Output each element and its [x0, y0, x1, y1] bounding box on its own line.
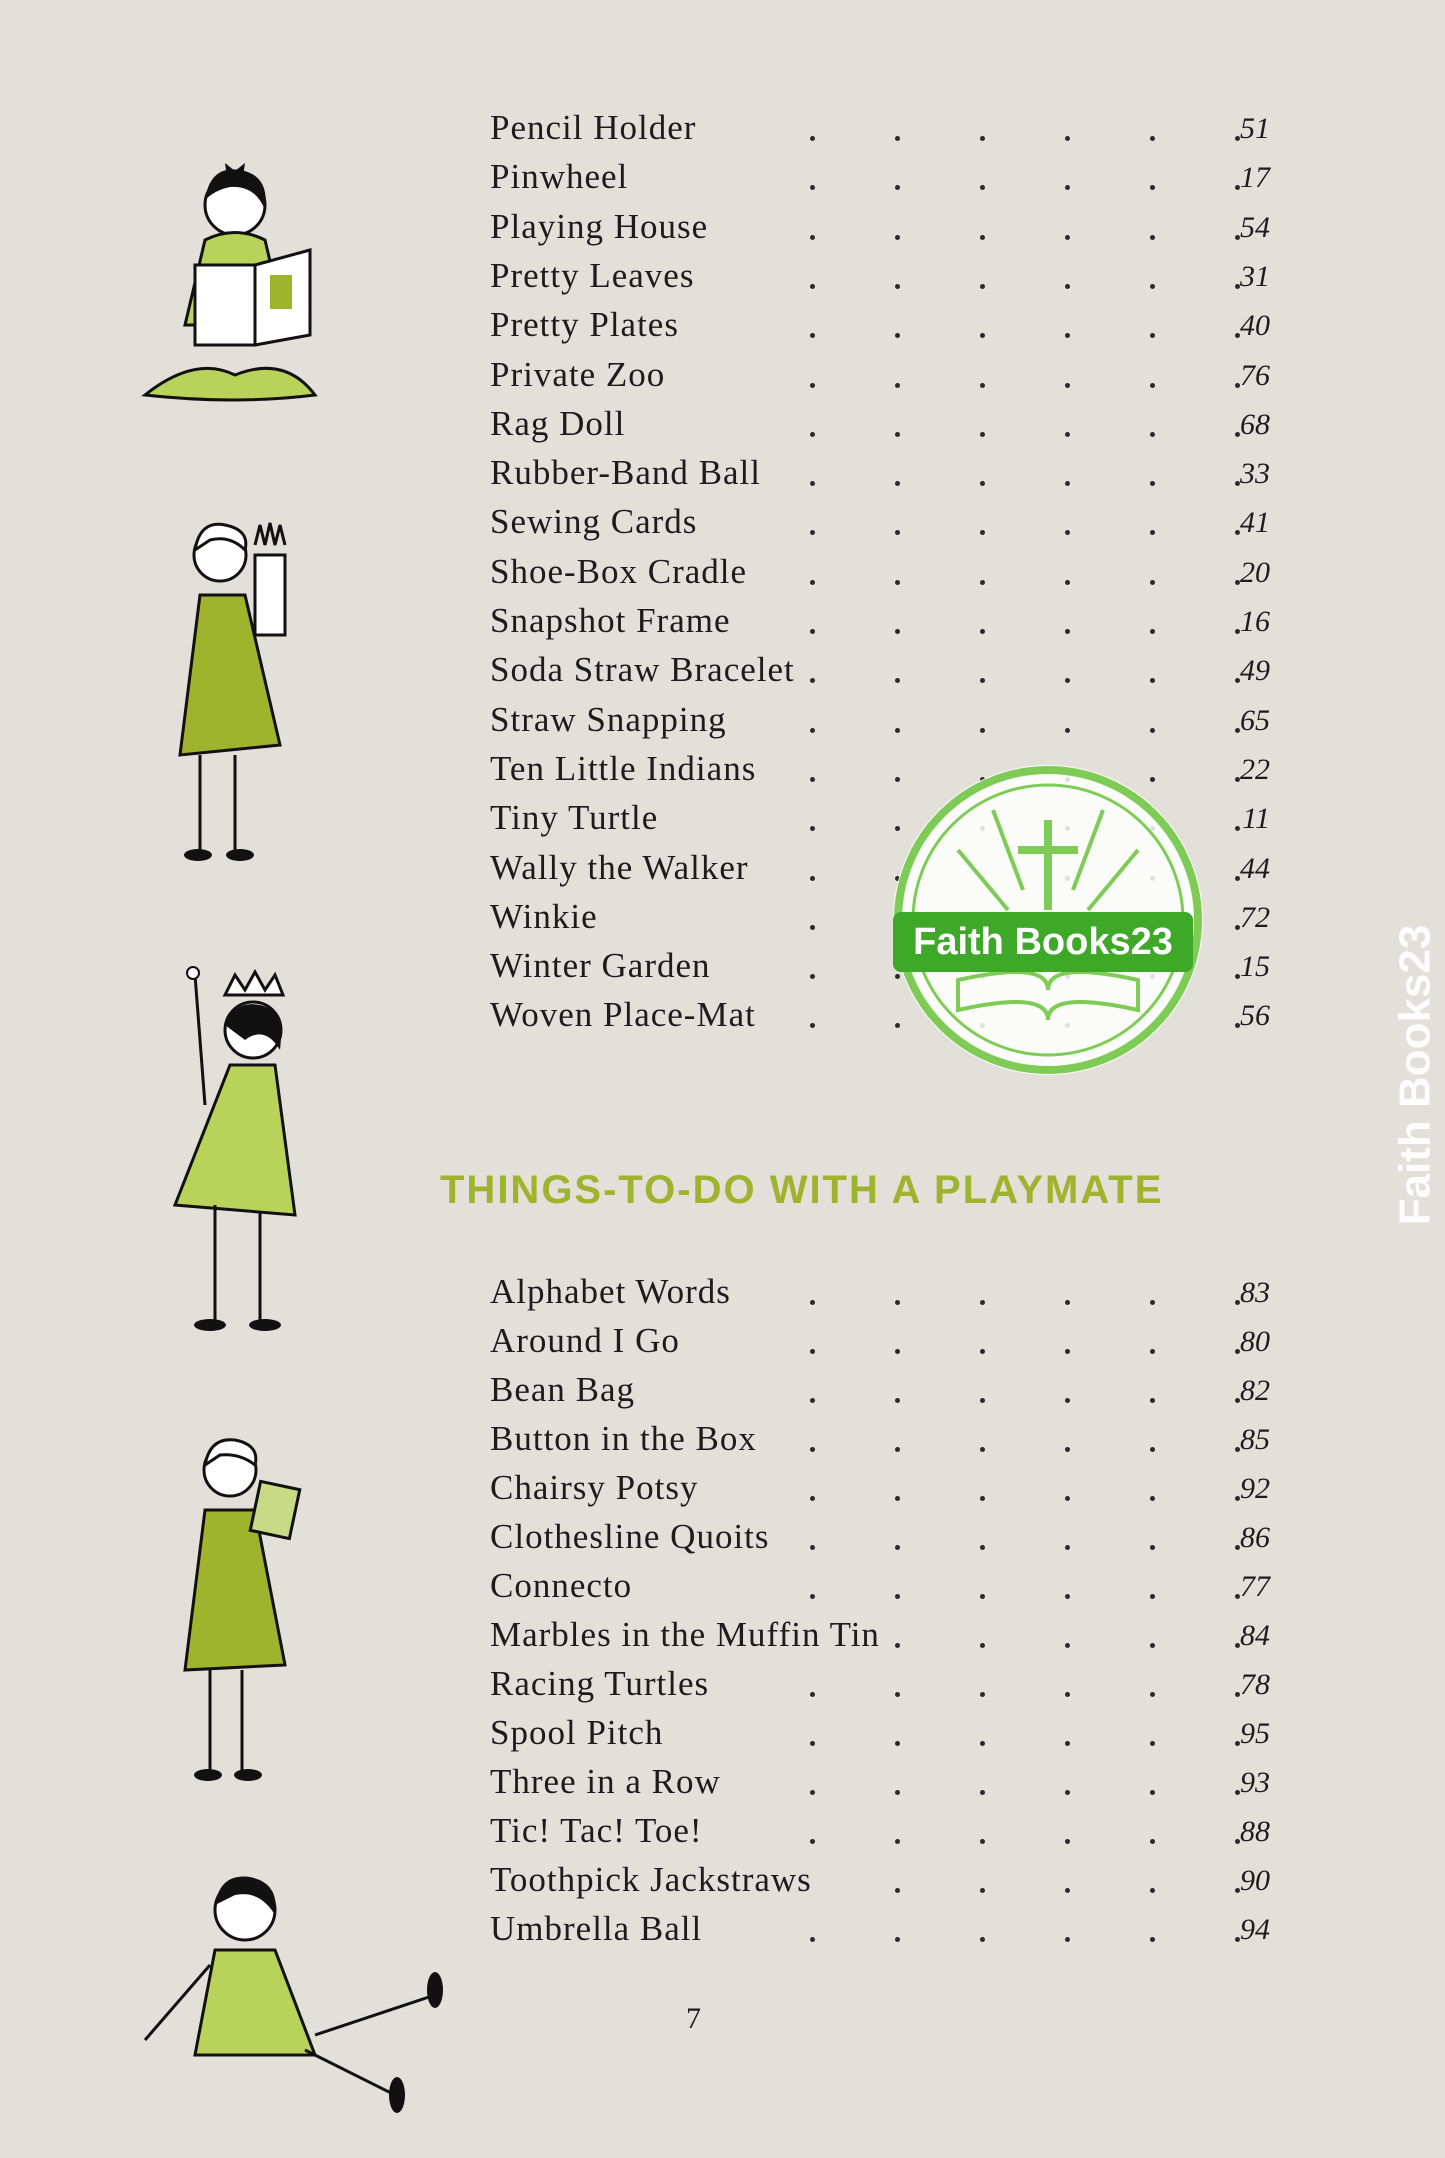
- toc-entry: [490, 453, 1270, 501]
- leader-dot: [895, 1496, 900, 1501]
- toc-entry-page: 88: [1240, 1815, 1270, 1848]
- leader-dot: [895, 235, 900, 240]
- toc-leader-dots: [490, 1811, 1190, 1851]
- toc-entry-page: 33: [1240, 457, 1270, 491]
- leader-dot: [895, 1300, 900, 1305]
- toc-leader-dots: [490, 404, 1190, 444]
- leader-dot: [980, 1692, 985, 1697]
- leader-dot: [810, 629, 815, 634]
- toc-entry: [490, 1615, 1270, 1663]
- leader-dot: [1065, 1496, 1070, 1501]
- toc-entry-page: 82: [1240, 1374, 1270, 1407]
- leader-dot: [980, 1300, 985, 1305]
- leader-dot: [1150, 728, 1155, 733]
- toc-entry: [490, 1566, 1270, 1614]
- toc-entry-page: 40: [1240, 309, 1270, 343]
- leader-dot: [1065, 1888, 1070, 1893]
- toc-leader-dots: [490, 1566, 1190, 1606]
- toc-entry-title: Straw Snapping: [490, 699, 727, 739]
- toc-entry: [490, 1321, 1270, 1369]
- toc-entry-title: Playing House: [490, 206, 709, 246]
- toc-entry-page: 94: [1240, 1913, 1270, 1946]
- leader-dot: [895, 1447, 900, 1452]
- toc-entry-page: 84: [1240, 1619, 1270, 1652]
- toc-entry-title: Connecto: [490, 1566, 633, 1605]
- leader-dot: [895, 1888, 900, 1893]
- leader-dot: [980, 1790, 985, 1795]
- toc-entry-page: 80: [1240, 1325, 1270, 1358]
- toc-entry-title: Toothpick Jackstraws: [490, 1860, 812, 1899]
- toc-leader-dots: [490, 1713, 1190, 1753]
- leader-dot: [810, 826, 815, 831]
- toc-leader-dots: [490, 552, 1190, 592]
- leader-dot: [1150, 1594, 1155, 1599]
- toc-leader-dots: [490, 108, 1190, 148]
- leader-dot: [1150, 383, 1155, 388]
- leader-dot: [1065, 284, 1070, 289]
- toc-entry-title: Around I Go: [490, 1321, 680, 1360]
- toc-entry-title: Sewing Cards: [490, 502, 698, 542]
- leader-dot: [810, 1937, 815, 1942]
- toc-entry-page: 44: [1240, 851, 1270, 885]
- toc-leader-dots: [490, 1762, 1190, 1802]
- leader-dot: [980, 1839, 985, 1844]
- toc-leader-dots: [490, 502, 1190, 542]
- leader-dot: [1065, 1594, 1070, 1599]
- toc-entry: [490, 502, 1270, 550]
- toc-entry-title: Pencil Holder: [490, 108, 697, 147]
- leader-dot: [1065, 1790, 1070, 1795]
- leader-dot: [895, 481, 900, 486]
- leader-dot: [980, 580, 985, 585]
- toc-entry-page: 68: [1240, 407, 1270, 441]
- leader-dot: [810, 1300, 815, 1305]
- leader-dot: [980, 383, 985, 388]
- girl-with-crown-illustration: [165, 955, 325, 1335]
- leader-dot: [1065, 1300, 1070, 1305]
- leader-dot: [980, 481, 985, 486]
- leader-dot: [810, 1692, 815, 1697]
- leader-dot: [895, 1349, 900, 1354]
- leader-dot: [810, 1398, 815, 1403]
- girl-with-doll-illustration: [160, 505, 320, 875]
- leader-dot: [1065, 1741, 1070, 1746]
- toc-entry-page: 95: [1240, 1717, 1270, 1750]
- toc-entry-page: 56: [1240, 999, 1270, 1033]
- toc-entry-page: 90: [1240, 1864, 1270, 1897]
- toc-entry-page: 92: [1240, 1472, 1270, 1505]
- leader-dot: [895, 1594, 900, 1599]
- watermark-badge: [888, 760, 1208, 1080]
- leader-dot: [895, 728, 900, 733]
- leader-dot: [1150, 629, 1155, 634]
- toc-entry: [490, 1664, 1270, 1712]
- toc-entry: [490, 552, 1270, 600]
- toc-entry-page: 54: [1240, 210, 1270, 244]
- toc-leader-dots: [490, 1664, 1190, 1704]
- toc-leader-dots: [490, 256, 1190, 296]
- leader-dot: [980, 1594, 985, 1599]
- leader-dot: [1150, 678, 1155, 683]
- toc-entry: [490, 1762, 1270, 1810]
- leader-dot: [895, 1692, 900, 1697]
- leader-dot: [810, 876, 815, 881]
- toc-entry: [490, 1468, 1270, 1516]
- leader-dot: [895, 1741, 900, 1746]
- toc-leader-dots: [490, 1272, 1190, 1312]
- leader-dot: [895, 284, 900, 289]
- toc-entry: [490, 601, 1270, 649]
- leader-dot: [895, 1839, 900, 1844]
- leader-dot: [980, 1741, 985, 1746]
- leader-dot: [1150, 1349, 1155, 1354]
- toc-entry: [490, 256, 1270, 304]
- leader-dot: [1150, 1692, 1155, 1697]
- leader-dot: [1065, 235, 1070, 240]
- toc-leader-dots: [490, 700, 1190, 740]
- leader-dot: [1065, 1349, 1070, 1354]
- leader-dot: [980, 1888, 985, 1893]
- toc-leader-dots: [490, 453, 1190, 493]
- toc-entry-page: 83: [1240, 1276, 1270, 1309]
- leader-dot: [810, 1023, 815, 1028]
- toc-entry: [490, 355, 1270, 403]
- toc-leader-dots: [490, 1517, 1190, 1557]
- leader-dot: [810, 136, 815, 141]
- leader-dot: [810, 1447, 815, 1452]
- leader-dot: [1150, 580, 1155, 585]
- toc-entry-page: 31: [1240, 259, 1270, 293]
- toc-entry-page: 77: [1240, 1570, 1270, 1603]
- leader-dot: [1150, 1496, 1155, 1501]
- leader-dot: [1065, 383, 1070, 388]
- toc-entry: [490, 157, 1270, 205]
- leader-dot: [980, 530, 985, 535]
- toc-entry-title: Marbles in the Muffin Tin: [490, 1615, 880, 1654]
- leader-dot: [810, 1594, 815, 1599]
- leader-dot: [1065, 580, 1070, 585]
- girl-reading-illustration: [135, 155, 335, 415]
- toc-entry: [490, 207, 1270, 255]
- leader-dot: [1065, 1839, 1070, 1844]
- leader-dot: [980, 728, 985, 733]
- leader-dot: [895, 333, 900, 338]
- toc-entry-page: 78: [1240, 1668, 1270, 1701]
- toc-leader-dots: [490, 1909, 1190, 1949]
- leader-dot: [980, 333, 985, 338]
- toc-entry-title: Woven Place-Mat: [490, 995, 756, 1035]
- toc-entry-page: 86: [1240, 1521, 1270, 1554]
- leader-dot: [980, 136, 985, 141]
- toc-leader-dots: [490, 207, 1190, 247]
- toc-entry: [490, 1713, 1270, 1761]
- toc-leader-dots: [490, 1860, 1190, 1900]
- leader-dot: [980, 432, 985, 437]
- leader-dot: [895, 1398, 900, 1403]
- leader-dot: [1150, 1447, 1155, 1452]
- leader-dot: [1150, 136, 1155, 141]
- watermark-badge-label: Faith Books23: [893, 912, 1193, 972]
- leader-dot: [895, 678, 900, 683]
- leader-dot: [1150, 235, 1155, 240]
- leader-dot: [1150, 284, 1155, 289]
- toc-entry-page: 49: [1240, 654, 1270, 688]
- leader-dot: [810, 1741, 815, 1746]
- leader-dot: [1065, 432, 1070, 437]
- section-heading: THINGS-TO-DO WITH A PLAYMATE: [440, 1168, 1164, 1212]
- toc-entry-page: 72: [1240, 900, 1270, 934]
- leader-dot: [895, 1790, 900, 1795]
- watermark-side-label: Faith Books23: [1390, 924, 1440, 1226]
- toc-leader-dots: [490, 1615, 1190, 1655]
- leader-dot: [980, 629, 985, 634]
- toc-entry-page: 85: [1240, 1423, 1270, 1456]
- toc-leader-dots: [490, 157, 1190, 197]
- leader-dot: [895, 432, 900, 437]
- leader-dot: [980, 1496, 985, 1501]
- leader-dot: [810, 185, 815, 190]
- toc-entry-title: Three in a Row: [490, 1762, 721, 1801]
- leader-dot: [1065, 136, 1070, 141]
- leader-dot: [980, 1349, 985, 1354]
- leader-dot: [810, 678, 815, 683]
- toc-leader-dots: [490, 1468, 1190, 1508]
- leader-dot: [810, 530, 815, 535]
- leader-dot: [1150, 432, 1155, 437]
- leader-dot: [810, 481, 815, 486]
- toc-entry-title: Snapshot Frame: [490, 601, 731, 640]
- leader-dot: [810, 1349, 815, 1354]
- leader-dot: [1150, 481, 1155, 486]
- leader-dot: [1065, 1545, 1070, 1550]
- leader-dot: [810, 432, 815, 437]
- toc-entry: [490, 650, 1270, 698]
- toc-entry: [490, 1860, 1270, 1908]
- toc-entry: [490, 404, 1270, 452]
- leader-dot: [810, 284, 815, 289]
- leader-dot: [1150, 1839, 1155, 1844]
- toc-entry-page: 16: [1240, 605, 1270, 638]
- leader-dot: [1065, 1447, 1070, 1452]
- leader-dot: [810, 383, 815, 388]
- toc-entry-title: Spool Pitch: [490, 1713, 664, 1752]
- leader-dot: [1150, 1937, 1155, 1942]
- toc-entry-title: Bean Bag: [490, 1370, 636, 1409]
- leader-dot: [980, 1937, 985, 1942]
- toc-leader-dots: [490, 355, 1190, 395]
- toc-entry: [490, 1517, 1270, 1565]
- leader-dot: [810, 1545, 815, 1550]
- toc-entry-title: Umbrella Ball: [490, 1909, 703, 1948]
- toc-entry: [490, 1419, 1270, 1467]
- toc-entry-page: 15: [1240, 950, 1270, 984]
- leader-dot: [1065, 1692, 1070, 1697]
- leader-dot: [980, 1643, 985, 1648]
- toc-entry-title: Racing Turtles: [490, 1664, 710, 1703]
- leader-dot: [980, 284, 985, 289]
- toc-entry-page: 65: [1240, 703, 1270, 737]
- toc-entry: [490, 305, 1270, 353]
- toc-entry-page: 51: [1240, 112, 1270, 145]
- leader-dot: [810, 1839, 815, 1844]
- toc-entry-title: Rubber-Band Ball: [490, 453, 761, 493]
- leader-dot: [1150, 1790, 1155, 1795]
- leader-dot: [895, 136, 900, 141]
- toc-entry-title: Tic! Tac! Toe!: [490, 1811, 703, 1850]
- leader-dot: [895, 185, 900, 190]
- leader-dot: [980, 1447, 985, 1452]
- toc-entry-title: Wally the Walker: [490, 847, 749, 887]
- toc-entry-page: 76: [1240, 358, 1270, 392]
- leader-dot: [1065, 728, 1070, 733]
- toc-entry: [490, 1272, 1270, 1320]
- toc-entry-title: Soda Straw Bracelet: [490, 650, 795, 690]
- leader-dot: [895, 629, 900, 634]
- toc-entry-title: Winkie: [490, 896, 598, 936]
- toc-entry-page: 20: [1240, 555, 1270, 589]
- toc-entry-page: 17: [1240, 161, 1270, 195]
- toc-entry-title: Clothesline Quoits: [490, 1517, 770, 1556]
- leader-dot: [980, 1398, 985, 1403]
- leader-dot: [1065, 185, 1070, 190]
- toc-leader-dots: [490, 1370, 1190, 1410]
- toc-entry-title: Tiny Turtle: [490, 798, 659, 838]
- leader-dot: [980, 678, 985, 683]
- leader-dot: [1065, 481, 1070, 486]
- leader-dot: [1150, 1398, 1155, 1403]
- leader-dot: [810, 333, 815, 338]
- leader-dot: [980, 185, 985, 190]
- leader-dot: [1065, 1398, 1070, 1403]
- toc-entry-title: Button in the Box: [490, 1419, 757, 1458]
- toc-entry-title: Pinwheel: [490, 157, 629, 197]
- leader-dot: [1150, 530, 1155, 535]
- toc-entry: [490, 1811, 1270, 1859]
- leader-dot: [810, 925, 815, 930]
- leader-dot: [1150, 1300, 1155, 1305]
- leader-dot: [1150, 333, 1155, 338]
- leader-dot: [895, 1545, 900, 1550]
- toc-entry-title: Rag Doll: [490, 403, 626, 443]
- leader-dot: [1150, 185, 1155, 190]
- toc-entry: [490, 1370, 1270, 1418]
- leader-dot: [895, 530, 900, 535]
- toc-entry-title: Private Zoo: [490, 354, 666, 394]
- page-number: 7: [686, 2002, 701, 2035]
- leader-dot: [810, 974, 815, 979]
- leader-dot: [895, 1937, 900, 1942]
- girl-sitting-illustration: [135, 1855, 455, 2115]
- toc-entry-title: Alphabet Words: [490, 1272, 731, 1311]
- toc-entry: [490, 700, 1270, 748]
- toc-entry-title: Chairsy Potsy: [490, 1468, 699, 1507]
- leader-dot: [895, 1643, 900, 1648]
- leader-dot: [810, 1496, 815, 1501]
- leader-dot: [810, 728, 815, 733]
- leader-dot: [810, 580, 815, 585]
- watermark-side-text: [1390, 910, 1445, 1230]
- toc-entry: [490, 108, 1270, 156]
- leader-dot: [895, 580, 900, 585]
- leader-dot: [980, 1545, 985, 1550]
- leader-dot: [810, 1790, 815, 1795]
- leader-dot: [810, 777, 815, 782]
- leader-dot: [1065, 678, 1070, 683]
- toc-leader-dots: [490, 1321, 1190, 1361]
- leader-dot: [980, 235, 985, 240]
- toc-leader-dots: [490, 601, 1190, 641]
- toc-leader-dots: [490, 305, 1190, 345]
- leader-dot: [895, 383, 900, 388]
- toc-entry-title: Shoe-Box Cradle: [490, 551, 748, 591]
- leader-dot: [1150, 1643, 1155, 1648]
- toc-entry-page: 41: [1240, 506, 1270, 540]
- leader-dot: [1065, 333, 1070, 338]
- toc-entry-page: 93: [1240, 1766, 1270, 1799]
- toc-leader-dots: [490, 1419, 1190, 1459]
- leader-dot: [1065, 530, 1070, 535]
- toc-entry-title: Winter Garden: [490, 946, 711, 986]
- leader-dot: [1150, 1545, 1155, 1550]
- toc-entry: [490, 1909, 1270, 1957]
- toc-leader-dots: [490, 650, 1190, 690]
- toc-entry-title: Pretty Leaves: [490, 255, 695, 295]
- leader-dot: [1065, 1937, 1070, 1942]
- toc-entry-page: 11: [1242, 802, 1270, 836]
- toc-entry-title: Ten Little Indians: [490, 748, 757, 788]
- leader-dot: [1150, 1888, 1155, 1893]
- leader-dot: [1065, 629, 1070, 634]
- toc-entry-title: Pretty Plates: [490, 305, 679, 345]
- leader-dot: [810, 235, 815, 240]
- girl-with-card-illustration: [170, 1425, 330, 1795]
- toc-entry-page: 22: [1240, 752, 1270, 786]
- leader-dot: [1065, 1643, 1070, 1648]
- leader-dot: [1150, 1741, 1155, 1746]
